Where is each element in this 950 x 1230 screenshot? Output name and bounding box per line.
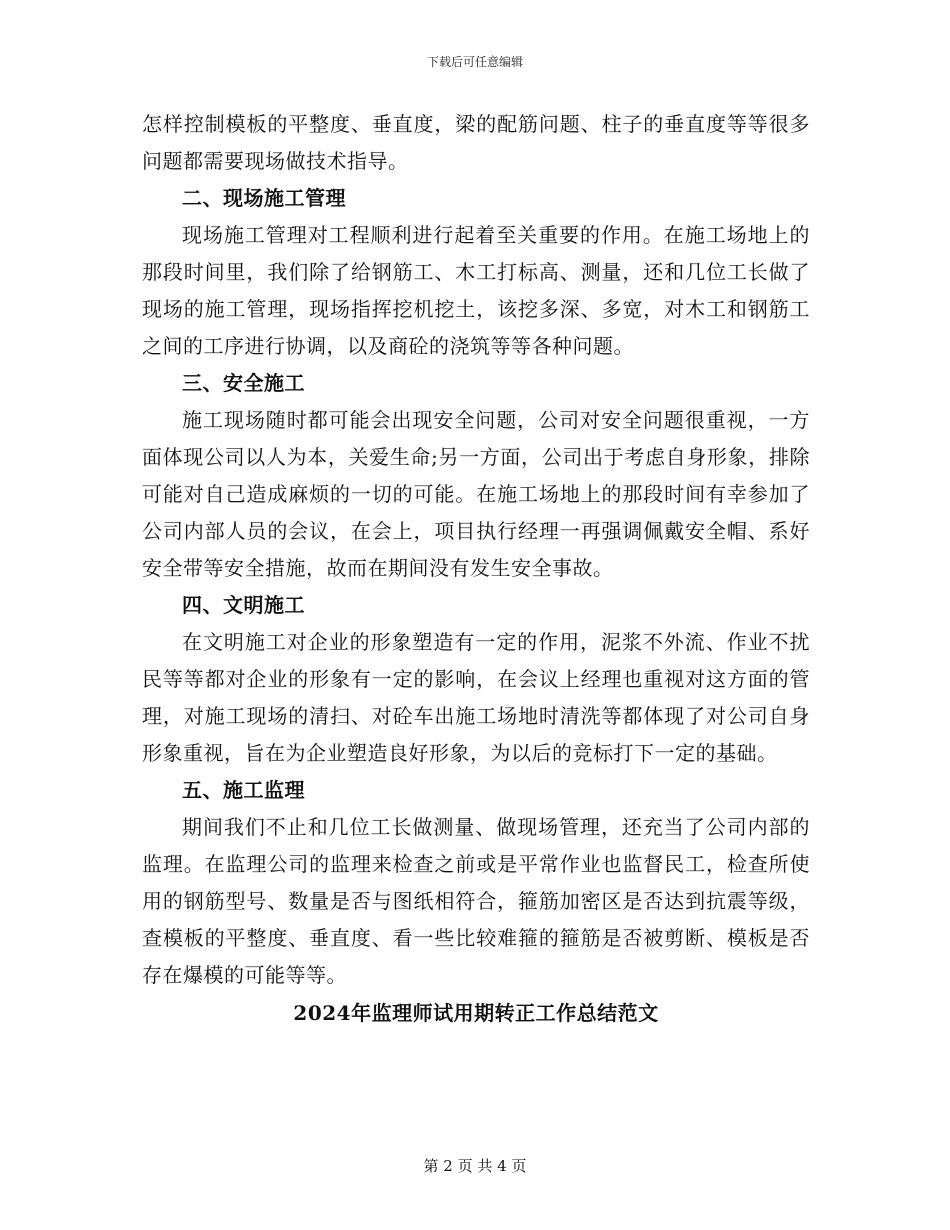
intro-continued-paragraph: 怎样控制模板的平整度、垂直度，梁的配筋问题、柱子的垂直度等等很多问题都需要现场做技术指导。 (142, 112, 810, 173)
section-heading-site-management: 二、现场施工管理 (182, 186, 346, 210)
section-heading-supervision: 五、施工监理 (182, 778, 305, 802)
section-paragraph-civilized-construction: 在文明施工对企业的形象塑造有一定的作用，泥浆不外流、作业不扰民等等都对企业的形象有一定的影响，在会议上经理也重视对这方面的管理，对施工现场的清扫、对砼车出施工场地时清洗等都体现了对公司自身形象重视，旨在为企业塑造良好形象，为以后的竞标打下一定的基础。 (142, 630, 810, 765)
document-body (142, 106, 810, 1032)
section-heading-civilized-construction: 四、文明施工 (182, 593, 305, 617)
section-paragraph-supervision: 期间我们不止和几位工长做测量、做现场管理，还充当了公司内部的监理。在监理公司的监理来检查之前或是平常作业也监督民工，检查所使用的钢筋型号、数量是否与图纸相符合，箍筋加密区是否达到抗震等级，查模板的平整度、垂直度、看一些比较难箍的箍筋是否被剪断、模板是否存在爆模的可能等等。 (142, 815, 810, 987)
section-paragraph-site-management: 现场施工管理对工程顺利进行起着至关重要的作用。在施工场地上的那段时间里，我们除了给钢筋工、木工打标高、测量，还和几位工长做了现场的施工管理，现场指挥挖机挖土，该挖多深、多宽，对木工和钢筋工之间的工序进行协调，以及商砼的浇筑等等各种问题。 (142, 223, 810, 358)
next-document-title: 2024年监理师试用期转正工作总结范文 (293, 1001, 659, 1025)
page-header: 下载后可任意编辑 (426, 55, 523, 69)
section-paragraph-safety: 施工现场随时都可能会出现安全问题，公司对安全问题很重视，一方面体现公司以人为本，关爱生命;另一方面，公司出于考虑自身形象，排除可能对自己造成麻烦的一切的可能。在施工场地上的那段时间有幸参加了公司内部人员的会议，在会上，项目执行经理一再强调佩戴安全帽、系好安全带等安全措施，故而在期间没有发生安全事故。 (142, 408, 810, 580)
page-number: 第 2 页 共 4 页 (423, 1157, 527, 1175)
section-heading-safety: 三、安全施工 (182, 371, 305, 395)
